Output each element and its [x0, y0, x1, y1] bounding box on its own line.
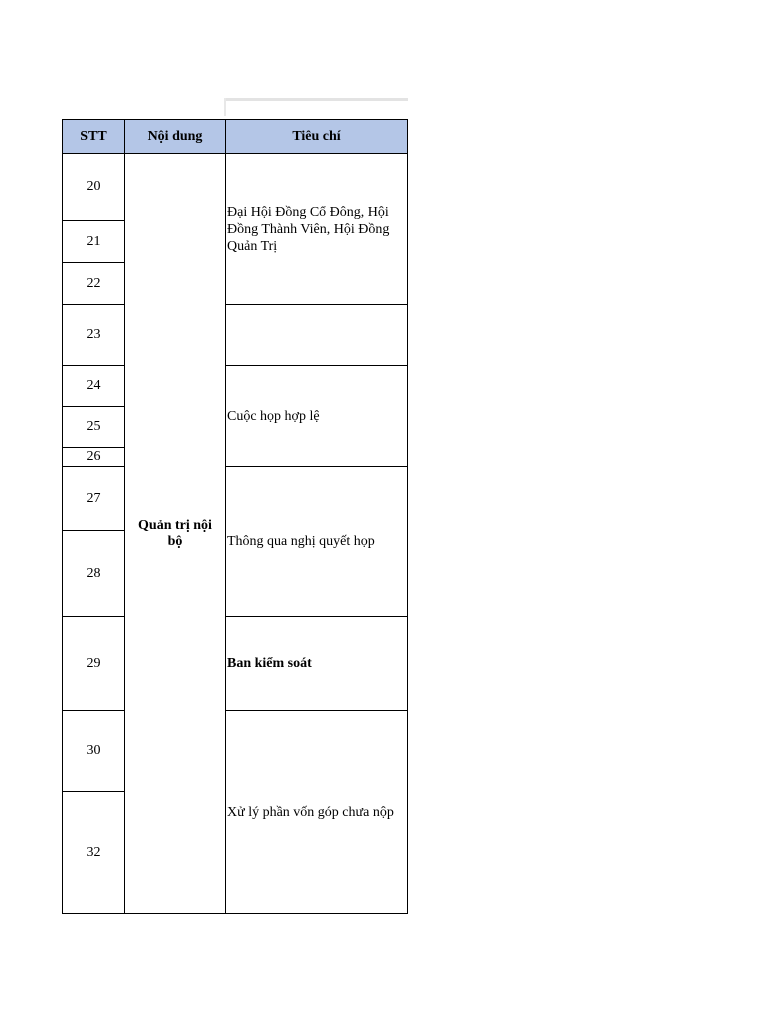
- header-criteria: Tiêu chí: [226, 119, 408, 154]
- row-number-cell: 32: [62, 792, 125, 914]
- row-number-cell: 21: [62, 221, 125, 263]
- criteria-cell: Cuộc họp hợp lệ: [226, 366, 408, 467]
- criteria-cell: Xử lý phần vốn góp chưa nộp: [226, 711, 408, 914]
- row-number-cell: 30: [62, 711, 125, 792]
- row-number-cell: 27: [62, 467, 125, 531]
- criteria-cell: Ban kiểm soát: [226, 617, 408, 711]
- criteria-cell: Đại Hội Đồng Cổ Đông, Hội Đồng Thành Viên, Hội Đồng Quản Trị: [226, 154, 408, 305]
- row-number-cell: 28: [62, 531, 125, 617]
- content-group-cell: Quản trị nội bộ: [125, 154, 226, 914]
- sheet-top-gridline: [225, 98, 408, 101]
- row-number-cell: 29: [62, 617, 125, 711]
- row-number-cell: 22: [62, 263, 125, 305]
- row-number-cell: 20: [62, 154, 125, 221]
- row-number-cell: 23: [62, 305, 125, 366]
- criteria-cell: [226, 305, 408, 366]
- row-number-cell: 25: [62, 407, 125, 448]
- header-stt: STT: [62, 119, 125, 154]
- criteria-table: [62, 119, 408, 914]
- header-content: Nội dung: [125, 119, 226, 154]
- row-number-cell: 26: [62, 448, 125, 467]
- sheet-gridline-tick: [224, 98, 226, 116]
- row-number-cell: 24: [62, 366, 125, 407]
- criteria-cell: Thông qua nghị quyết họp: [226, 467, 408, 617]
